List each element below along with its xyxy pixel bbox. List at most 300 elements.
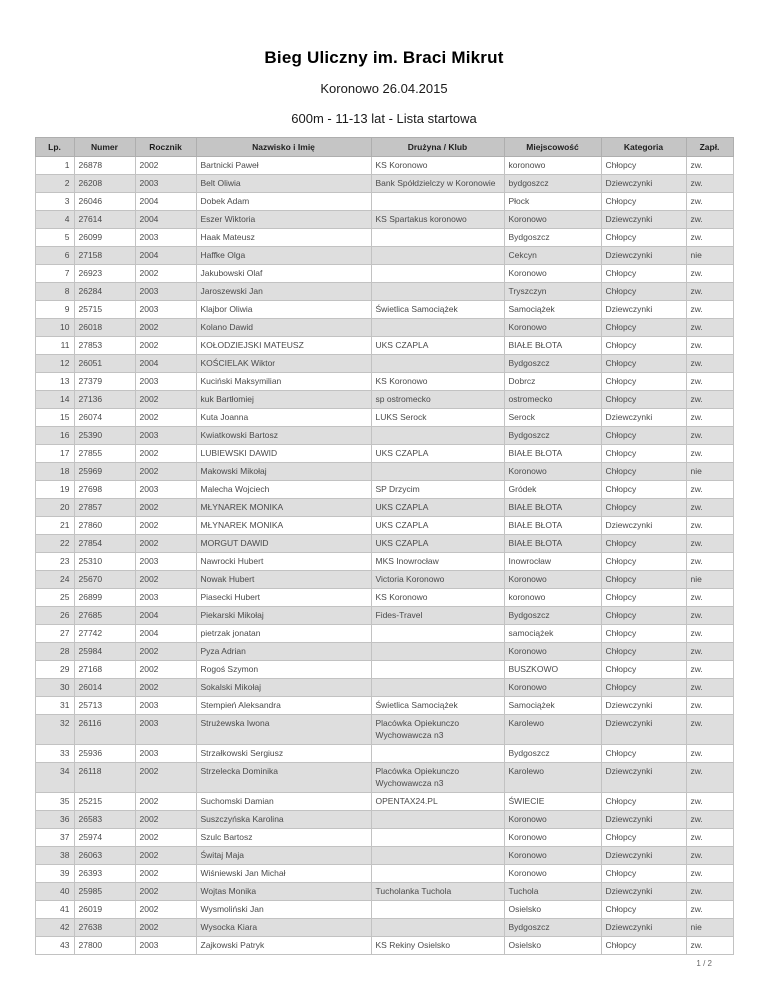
table-cell: zw. (686, 829, 733, 847)
table-cell: zw. (686, 937, 733, 955)
table-cell: 29 (35, 661, 74, 679)
table-cell: Kuta Joanna (196, 409, 371, 427)
table-cell (371, 193, 504, 211)
table-cell: 13 (35, 373, 74, 391)
table-cell: Pyza Adrian (196, 643, 371, 661)
table-row (35, 247, 733, 265)
table-cell: nie (686, 463, 733, 481)
table-cell: 2002 (135, 409, 196, 427)
table-cell: Bydgoszcz (504, 745, 601, 763)
table-cell: 2004 (135, 211, 196, 229)
page-number: 1 / 2 (696, 959, 712, 968)
table-cell: Chłopcy (601, 745, 686, 763)
table-cell: Chłopcy (601, 391, 686, 409)
table-cell: 2002 (135, 865, 196, 883)
table-row (35, 517, 733, 535)
table-cell (371, 319, 504, 337)
table-cell: zw. (686, 337, 733, 355)
table-cell: Kuciński Maksymilian (196, 373, 371, 391)
table-cell: MŁYNAREK MONIKA (196, 499, 371, 517)
table-cell: Płock (504, 193, 601, 211)
table-row (35, 535, 733, 553)
table-cell: Bydgoszcz (504, 427, 601, 445)
table-cell: zw. (686, 517, 733, 535)
table-cell: 2004 (135, 607, 196, 625)
table-cell: 14 (35, 391, 74, 409)
table-cell: Chłopcy (601, 607, 686, 625)
table-cell: 2003 (135, 373, 196, 391)
table-cell: zw. (686, 883, 733, 901)
header-cell: Drużyna / Klub (371, 138, 504, 157)
table-cell: 25969 (74, 463, 135, 481)
table-cell: 25715 (74, 301, 135, 319)
table-cell: Dziewczynki (601, 301, 686, 319)
table-cell: zw. (686, 811, 733, 829)
table-cell: 27854 (74, 535, 135, 553)
table-cell: UKS CZAPLA (371, 535, 504, 553)
table-cell (371, 463, 504, 481)
table-cell: KS Koronowo (371, 373, 504, 391)
table-row (35, 463, 733, 481)
table-row (35, 373, 733, 391)
table-cell: Koronowo (504, 463, 601, 481)
table-cell: zw. (686, 229, 733, 247)
table-cell: 39 (35, 865, 74, 883)
table-cell (371, 745, 504, 763)
table-cell: Świetlica Samociążek (371, 301, 504, 319)
table-cell: 2002 (135, 829, 196, 847)
table-cell: Piekarski Mikołaj (196, 607, 371, 625)
table-cell: 2002 (135, 319, 196, 337)
table-cell: 24 (35, 571, 74, 589)
table-cell: 2002 (135, 265, 196, 283)
table-cell: Chłopcy (601, 463, 686, 481)
table-cell: Bydgoszcz (504, 229, 601, 247)
table-row (35, 901, 733, 919)
table-cell: 2002 (135, 643, 196, 661)
table-cell: zw. (686, 355, 733, 373)
table-cell: 26014 (74, 679, 135, 697)
table-cell: 16 (35, 427, 74, 445)
table-cell: Placówka Opiekunczo Wychowawcza n3 (371, 763, 504, 793)
table-cell: Dziewczynki (601, 811, 686, 829)
table-cell: 27638 (74, 919, 135, 937)
table-cell: zw. (686, 643, 733, 661)
table-cell: KOŁODZIEJSKI MATEUSZ (196, 337, 371, 355)
table-cell: Bydgoszcz (504, 355, 601, 373)
table-cell: 6 (35, 247, 74, 265)
table-cell: Wiśniewski Jan Michał (196, 865, 371, 883)
table-cell: 2002 (135, 847, 196, 865)
table-cell: Koronowo (504, 265, 601, 283)
table-cell: 33 (35, 745, 74, 763)
table-cell: 27 (35, 625, 74, 643)
table-cell: 31 (35, 697, 74, 715)
table-cell: Koronowo (504, 829, 601, 847)
table-cell (371, 229, 504, 247)
table-cell: 27742 (74, 625, 135, 643)
table-cell: 42 (35, 919, 74, 937)
table-cell: LUBIEWSKI DAWID (196, 445, 371, 463)
table-cell: 25713 (74, 697, 135, 715)
table-cell: 1 (35, 157, 74, 175)
table-row (35, 427, 733, 445)
table-row (35, 283, 733, 301)
table-cell: zw. (686, 679, 733, 697)
header-cell: Kategoria (601, 138, 686, 157)
table-cell: 20 (35, 499, 74, 517)
table-cell: Fides-Travel (371, 607, 504, 625)
table-cell: 26046 (74, 193, 135, 211)
table-row (35, 715, 733, 745)
table-cell: Strzelecka Dominika (196, 763, 371, 793)
table-row (35, 175, 733, 193)
table-cell: BUSZKOWO (504, 661, 601, 679)
table-cell: 2003 (135, 715, 196, 745)
table-cell: Chłopcy (601, 427, 686, 445)
table-cell: Klajbor Oliwia (196, 301, 371, 319)
table-cell: 25974 (74, 829, 135, 847)
table-cell: zw. (686, 661, 733, 679)
table-header (35, 138, 733, 157)
table-cell: Dziewczynki (601, 847, 686, 865)
table-row (35, 865, 733, 883)
table-cell: 27685 (74, 607, 135, 625)
table-row (35, 847, 733, 865)
table-cell: 25215 (74, 793, 135, 811)
table-cell: 2003 (135, 553, 196, 571)
table-cell: Dobek Adam (196, 193, 371, 211)
table-cell: UKS CZAPLA (371, 499, 504, 517)
table-cell: bydgoszcz (504, 175, 601, 193)
table-cell: pietrzak jonatan (196, 625, 371, 643)
table-cell: zw. (686, 901, 733, 919)
table-cell: 2002 (135, 763, 196, 793)
table-cell: 12 (35, 355, 74, 373)
table-cell: zw. (686, 865, 733, 883)
table-cell: 35 (35, 793, 74, 811)
table-cell: 41 (35, 901, 74, 919)
table-cell: 26051 (74, 355, 135, 373)
table-cell: 2002 (135, 919, 196, 937)
table-cell: MŁYNAREK MONIKA (196, 517, 371, 535)
table-cell: 23 (35, 553, 74, 571)
table-cell: 43 (35, 937, 74, 955)
table-cell: Belt Oliwia (196, 175, 371, 193)
table-cell: 27800 (74, 937, 135, 955)
table-cell: 9 (35, 301, 74, 319)
table-cell: Bartnicki Paweł (196, 157, 371, 175)
table-cell: 8 (35, 283, 74, 301)
table-cell: Cekcyn (504, 247, 601, 265)
table-cell: 2002 (135, 571, 196, 589)
table-row (35, 481, 733, 499)
table-cell: Piasecki Hubert (196, 589, 371, 607)
table-cell: koronowo (504, 157, 601, 175)
header-cell: Miejscowość (504, 138, 601, 157)
table-cell: 2003 (135, 745, 196, 763)
table-cell: Chłopcy (601, 445, 686, 463)
table-cell: Haffke Olga (196, 247, 371, 265)
table-cell: 38 (35, 847, 74, 865)
table-cell: 26923 (74, 265, 135, 283)
table-cell: zw. (686, 211, 733, 229)
table-cell: zw. (686, 481, 733, 499)
table-cell (371, 679, 504, 697)
table-cell: Nowak Hubert (196, 571, 371, 589)
table-cell: zw. (686, 319, 733, 337)
table-cell: Koronowo (504, 319, 601, 337)
table-cell: 25984 (74, 643, 135, 661)
table-cell: 25 (35, 589, 74, 607)
table-cell: 2002 (135, 793, 196, 811)
page-title: Bieg Uliczny im. Braci Mikrut (264, 48, 504, 67)
table-cell: 26018 (74, 319, 135, 337)
table-cell: zw. (686, 625, 733, 643)
table-row (35, 445, 733, 463)
table-cell: Chłopcy (601, 535, 686, 553)
table-cell: 2002 (135, 883, 196, 901)
table-cell: nie (686, 247, 733, 265)
table-cell: Chłopcy (601, 355, 686, 373)
table-cell: 2002 (135, 535, 196, 553)
table-cell: zw. (686, 301, 733, 319)
table-cell: nie (686, 919, 733, 937)
table-cell: Chłopcy (601, 589, 686, 607)
table-row (35, 301, 733, 319)
table-cell: Dziewczynki (601, 697, 686, 715)
table-cell: Wysmoliński Jan (196, 901, 371, 919)
table-cell: 27853 (74, 337, 135, 355)
header-cell: Zapł. (686, 138, 733, 157)
table-cell: Koronowo (504, 643, 601, 661)
table-cell: Koronowo (504, 211, 601, 229)
table-cell: zw. (686, 391, 733, 409)
table-cell: 2002 (135, 811, 196, 829)
table-cell: 26878 (74, 157, 135, 175)
table-row (35, 763, 733, 793)
table-cell: Serock (504, 409, 601, 427)
table-cell: 26116 (74, 715, 135, 745)
table-cell: Zajkowski Patryk (196, 937, 371, 955)
table-cell: 2002 (135, 517, 196, 535)
table-cell: Chłopcy (601, 679, 686, 697)
table-cell: UKS CZAPLA (371, 337, 504, 355)
table-cell (371, 427, 504, 445)
table-cell: 21 (35, 517, 74, 535)
table-cell: 27379 (74, 373, 135, 391)
table-cell: Chłopcy (601, 319, 686, 337)
table-cell: 19 (35, 481, 74, 499)
table-cell: 5 (35, 229, 74, 247)
table-cell: 25670 (74, 571, 135, 589)
table-cell: Dziewczynki (601, 763, 686, 793)
page-subtitle: Koronowo 26.04.2015 (320, 81, 448, 96)
table-cell: SP Drzycim (371, 481, 504, 499)
table-cell: Dziewczynki (601, 175, 686, 193)
table-row (35, 625, 733, 643)
table-cell: Dziewczynki (601, 715, 686, 745)
table-cell: BIAŁE BŁOTA (504, 535, 601, 553)
table-cell: Karolewo (504, 763, 601, 793)
table-cell: Świtaj Maja (196, 847, 371, 865)
table-cell: 22 (35, 535, 74, 553)
table-cell: 4 (35, 211, 74, 229)
table-row (35, 661, 733, 679)
table-cell: Chłopcy (601, 625, 686, 643)
table-cell: Tryszczyn (504, 283, 601, 301)
table-row (35, 919, 733, 937)
header-cell: Lp. (35, 138, 74, 157)
table-cell: Bydgoszcz (504, 919, 601, 937)
table-row (35, 211, 733, 229)
table-cell: 2002 (135, 337, 196, 355)
table-cell: 10 (35, 319, 74, 337)
table-cell: koronowo (504, 589, 601, 607)
table-cell: Samociążek (504, 697, 601, 715)
table-cell: Suchomski Damian (196, 793, 371, 811)
table-cell: zw. (686, 589, 733, 607)
table-cell: 27855 (74, 445, 135, 463)
table-row (35, 409, 733, 427)
table-cell: Dziewczynki (601, 919, 686, 937)
table-cell: zw. (686, 157, 733, 175)
table-cell: Sokalski Mikołaj (196, 679, 371, 697)
table-cell: Chłopcy (601, 157, 686, 175)
table-cell: Chłopcy (601, 193, 686, 211)
table-cell: 27860 (74, 517, 135, 535)
table-row (35, 319, 733, 337)
table-row (35, 553, 733, 571)
table-row (35, 589, 733, 607)
table-cell (371, 901, 504, 919)
table-cell: 7 (35, 265, 74, 283)
table-cell: Tucholanka Tuchola (371, 883, 504, 901)
table-cell: Makowski Mikołaj (196, 463, 371, 481)
table-cell: 2004 (135, 247, 196, 265)
table-cell: KS Spartakus koronowo (371, 211, 504, 229)
table-row (35, 265, 733, 283)
table-row (35, 337, 733, 355)
table-cell: BIAŁE BŁOTA (504, 499, 601, 517)
table-cell: zw. (686, 763, 733, 793)
table-cell: nie (686, 571, 733, 589)
table-cell: 27614 (74, 211, 135, 229)
table-cell: Chłopcy (601, 337, 686, 355)
table-cell: 26208 (74, 175, 135, 193)
table-cell: Malecha Wojciech (196, 481, 371, 499)
table-body (35, 157, 733, 955)
table-cell: ŚWIECIE (504, 793, 601, 811)
table-cell: 2003 (135, 301, 196, 319)
table-cell: zw. (686, 409, 733, 427)
table-cell: 2003 (135, 229, 196, 247)
table-cell: zw. (686, 553, 733, 571)
table-cell: 34 (35, 763, 74, 793)
table-cell: zw. (686, 445, 733, 463)
table-cell: Kwiatkowski Bartosz (196, 427, 371, 445)
table-cell: Dziewczynki (601, 409, 686, 427)
table-row (35, 355, 733, 373)
table-cell: Chłopcy (601, 553, 686, 571)
table-cell: LUKS Serock (371, 409, 504, 427)
table-cell: zw. (686, 793, 733, 811)
table-cell (371, 847, 504, 865)
table-cell: Chłopcy (601, 643, 686, 661)
table-cell: KS Rekiny Osielsko (371, 937, 504, 955)
table-cell: 2002 (135, 157, 196, 175)
table-cell: zw. (686, 265, 733, 283)
table-cell: Strużewska Iwona (196, 715, 371, 745)
table-cell: Suszczyńska Karolina (196, 811, 371, 829)
table-row (35, 811, 733, 829)
table-cell: 26118 (74, 763, 135, 793)
table-cell: 25310 (74, 553, 135, 571)
table-cell: Chłopcy (601, 283, 686, 301)
table-cell: Koronowo (504, 811, 601, 829)
table-cell: Strzałkowski Sergiusz (196, 745, 371, 763)
table-cell: Kolano Dawid (196, 319, 371, 337)
table-cell: BIAŁE BŁOTA (504, 517, 601, 535)
table-cell: 2004 (135, 193, 196, 211)
table-cell: Bydgoszcz (504, 607, 601, 625)
table-cell: ostromecko (504, 391, 601, 409)
table-cell: 2002 (135, 661, 196, 679)
table-cell: samociążek (504, 625, 601, 643)
table-cell: 2003 (135, 175, 196, 193)
table-cell (371, 811, 504, 829)
table-cell: 2002 (135, 463, 196, 481)
table-cell: Karolewo (504, 715, 601, 745)
table-cell: Inowrocław (504, 553, 601, 571)
table-cell: Stempień Aleksandra (196, 697, 371, 715)
table-cell: 27136 (74, 391, 135, 409)
table-cell: Wysocka Kiara (196, 919, 371, 937)
table-cell: 26063 (74, 847, 135, 865)
table-cell (371, 661, 504, 679)
table-cell: Osielsko (504, 901, 601, 919)
table-cell: Dziewczynki (601, 883, 686, 901)
table-cell: 15 (35, 409, 74, 427)
table-cell: MKS Inowrocław (371, 553, 504, 571)
table-cell: Rogoś Szymon (196, 661, 371, 679)
table-cell: zw. (686, 373, 733, 391)
table-cell: 27168 (74, 661, 135, 679)
table-cell: BIAŁE BŁOTA (504, 445, 601, 463)
table-cell: 26583 (74, 811, 135, 829)
table-cell: 2 (35, 175, 74, 193)
table-cell: Eszer Wiktoria (196, 211, 371, 229)
table-cell: zw. (686, 745, 733, 763)
table-row (35, 883, 733, 901)
table-cell: Koronowo (504, 847, 601, 865)
table-cell: Chłopcy (601, 229, 686, 247)
header-cell: Nazwisko i Imię (196, 138, 371, 157)
table-cell (371, 643, 504, 661)
table-cell: 27698 (74, 481, 135, 499)
table-row (35, 157, 733, 175)
table-row (35, 793, 733, 811)
table-cell: 26393 (74, 865, 135, 883)
table-cell: 2003 (135, 427, 196, 445)
table-cell: 25985 (74, 883, 135, 901)
table-cell: zw. (686, 283, 733, 301)
start-list-table (35, 137, 734, 955)
header-cell: Rocznik (135, 138, 196, 157)
table-cell: Tuchola (504, 883, 601, 901)
table-cell: sp ostromecko (371, 391, 504, 409)
table-cell: 26099 (74, 229, 135, 247)
